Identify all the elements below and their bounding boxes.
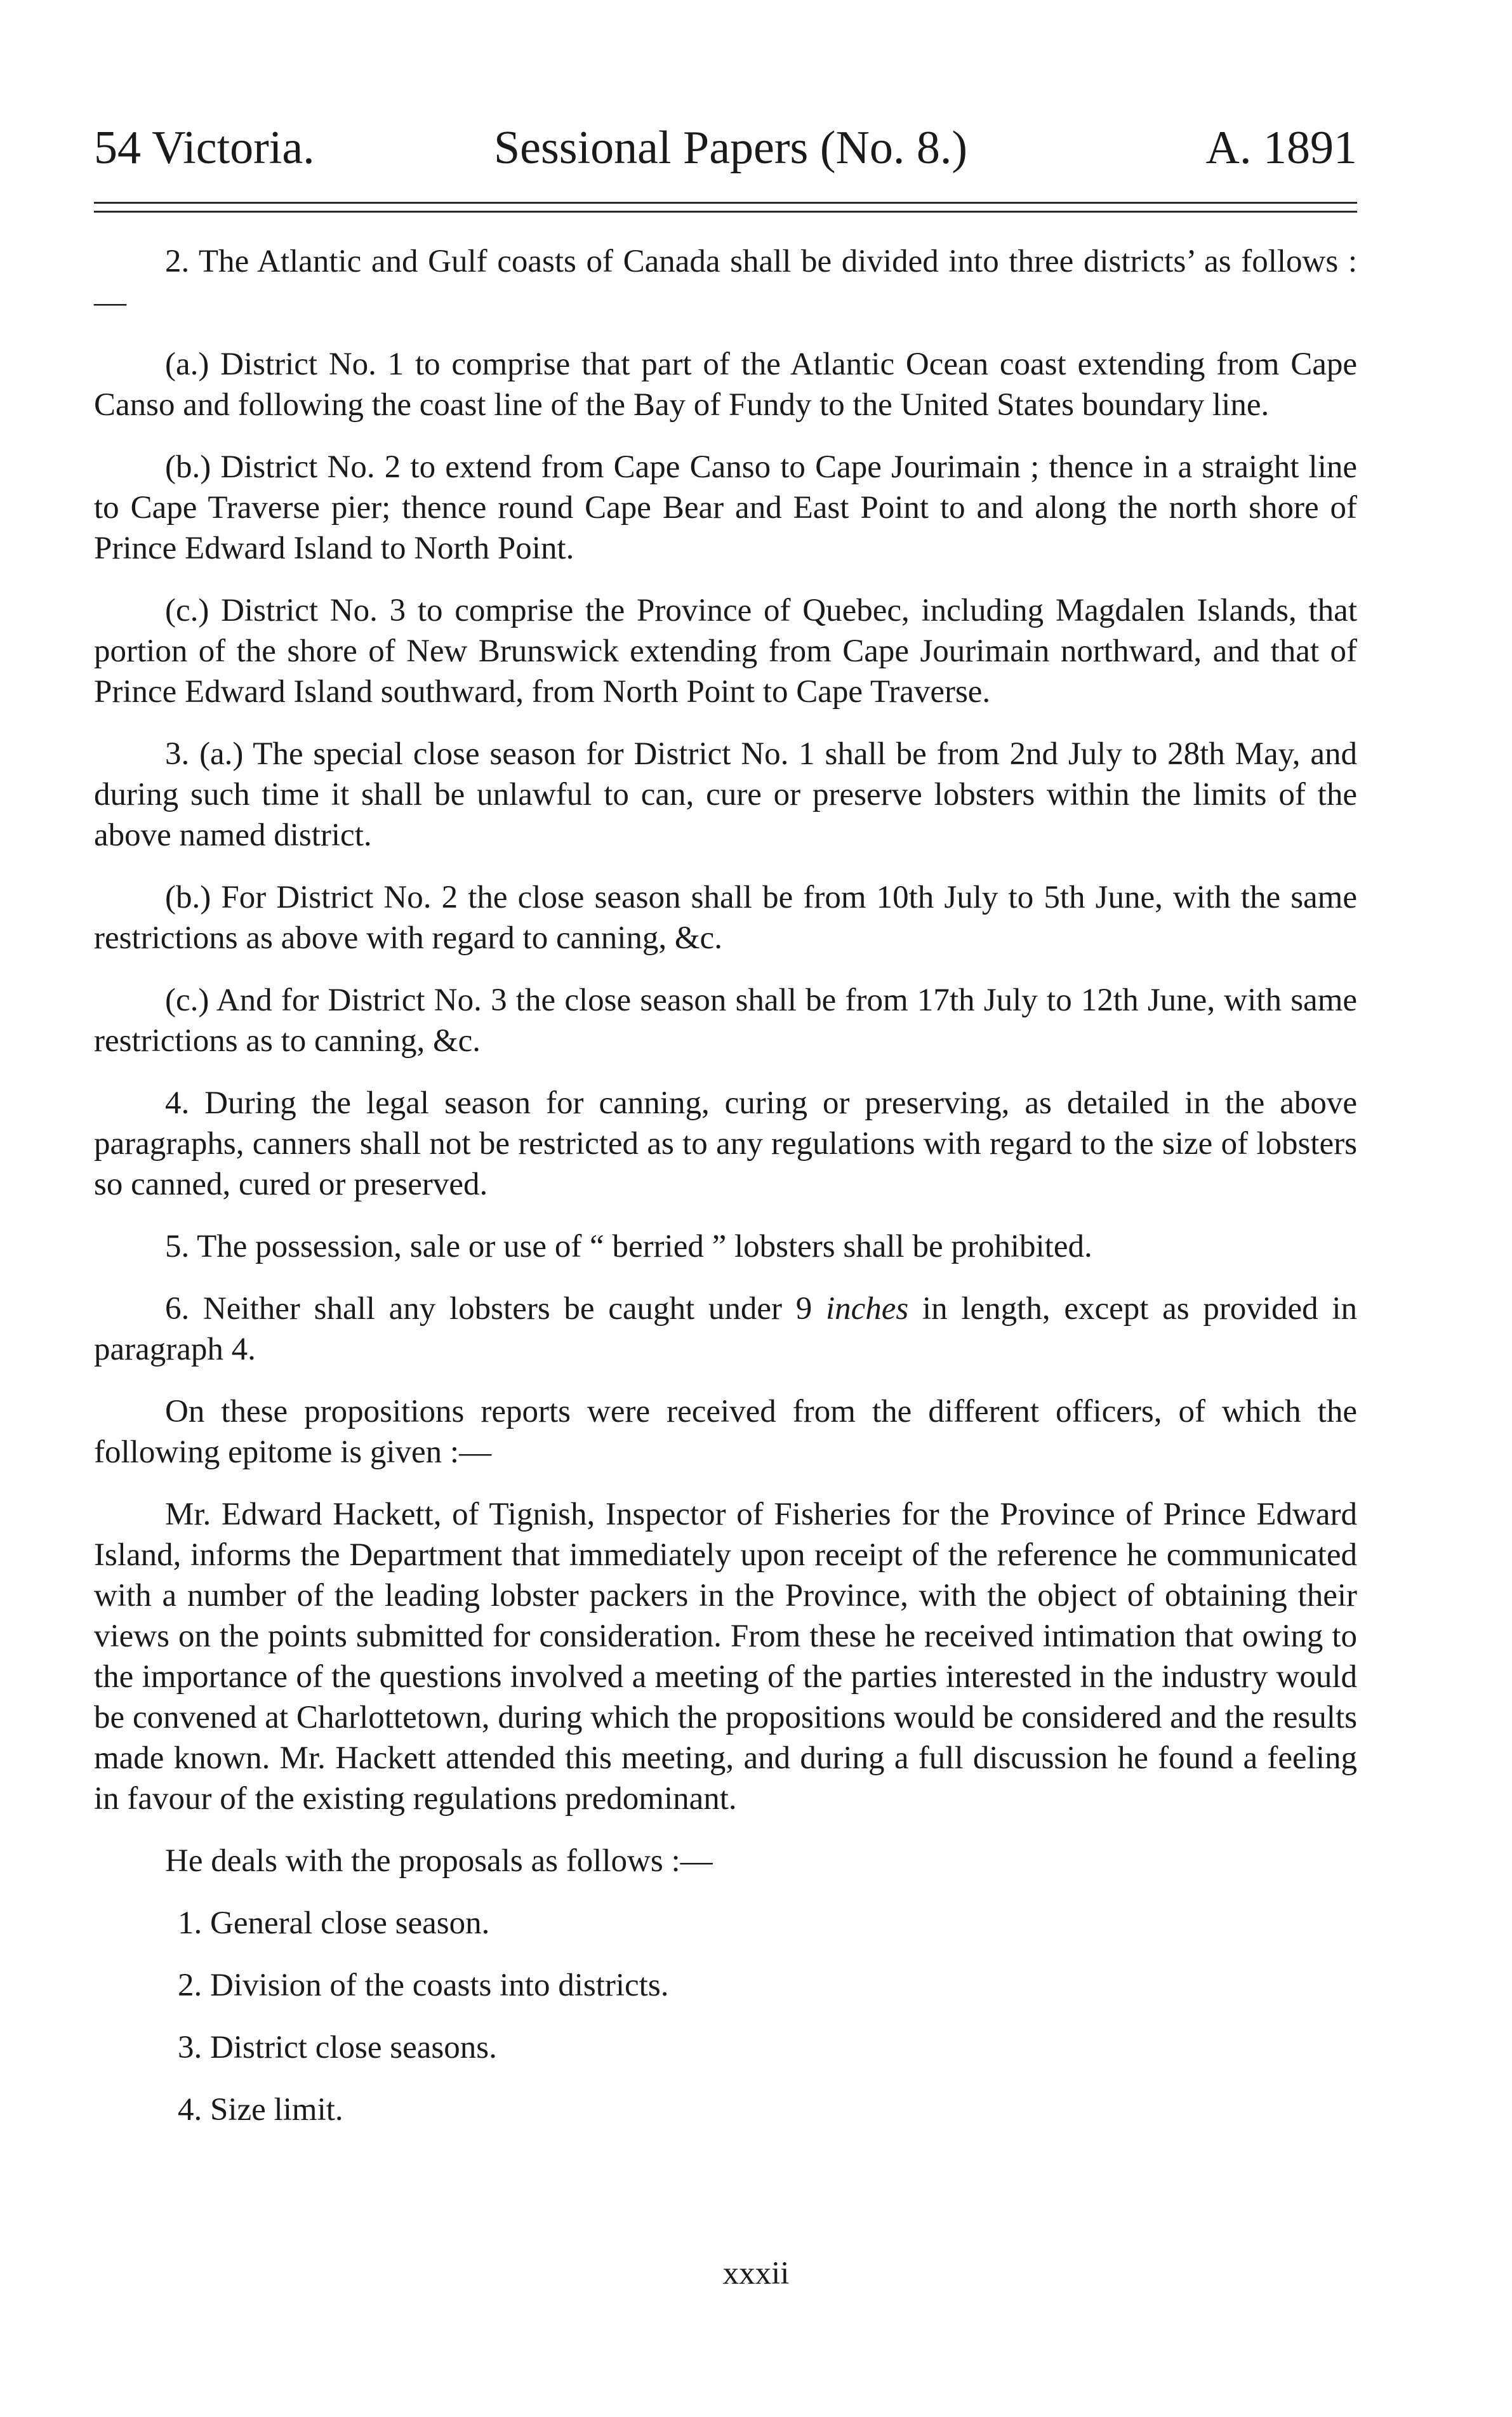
proposal-item: 1. General close season. — [178, 1905, 490, 1941]
paragraph-districts: 2. The Atlantic and Gulf coasts of Canada shall be divided into three districts’ as follows :— — [94, 244, 1357, 320]
proposal-item: 4. Size limit. — [178, 2092, 343, 2128]
paragraph-proposals-intro: He deals with the proposals as follows :— — [165, 1843, 713, 1879]
paragraph-close-season-3: (c.) And for District No. 3 the close season shall be from 17th July to 12th June, with same restrictions as to canning, &c. — [94, 983, 1357, 1059]
paragraph-hackett: Mr. Edward Hackett, of Tignish, Inspector of Fisheries for the Province of Prince Edward Island, informs the Department that immediately upon receipt of the reference he communicated with a number of the leading lobster packers in the Province, with the object of obtaining their views on the points submitted for consideration. From these he received intimation that owing to the importance of the questions involved a meeting of the parties interested in the industry would be convened at Charlottetown, during which the propositions would be considered and the results made known. Mr. Hackett attended this meeting, and during a full discussion he found a feeling in favour of the existing regulations predominant. — [94, 1497, 1357, 1817]
header-volume: 54 Victoria. — [94, 122, 315, 174]
header-year: A. 1891 — [1205, 122, 1357, 174]
proposal-item: 3. District close seasons. — [178, 2030, 497, 2065]
paragraph-district-1: (a.) District No. 1 to comprise that part of the Atlantic Ocean coast extending from Cape Canso and following the coast line of the Bay of Fundy to the United States boundary line. — [94, 347, 1357, 423]
size-limit-emphasis: inches — [825, 1291, 909, 1327]
page-folio: xxxii — [722, 2256, 790, 2291]
paragraph-legal-season: 4. During the legal season for canning, curing or preserving, as detailed in the above paragraphs, canners shall not be restricted as to any regulations with regard to the size of lobsters so canned, cured or preserved. — [94, 1085, 1357, 1202]
paragraph-close-season-2: (b.) For District No. 2 the close season shall be from 10th July to 5th June, with the same restrictions as above with regard to canning, &c. — [94, 880, 1357, 956]
paragraph-district-2: (b.) District No. 2 to extend from Cape Canso to Cape Jourimain ; thence in a straight line to Cape Traverse pier; thence round Cape Bear and East Point to and along the north shore of Prince Edward Island to North Point. — [94, 449, 1357, 566]
proposal-item: 2. Division of the coasts into districts. — [178, 1968, 669, 2003]
paragraph-berried: 5. The possession, sale or use of “ berried ” lobsters shall be prohibited. — [165, 1229, 1092, 1264]
paragraph-reports: On these propositions reports were received from the different officers, of which the following epitome is given :— — [94, 1394, 1357, 1470]
running-head — [94, 113, 1357, 183]
paragraph-district-3: (c.) District No. 3 to comprise the Province of Quebec, including Magdalen Islands, that portion of the shore of New Brunswick extending from Cape Jourimain northward, and that of Prince Edward Island southward, from North Point to Cape Traverse. — [94, 593, 1357, 710]
header-rule-bottom — [94, 211, 1357, 213]
size-limit-after: in length, except as provided in paragraph 4. — [94, 1291, 1357, 1367]
paragraph-size-limit — [94, 1288, 1357, 1370]
header-rule-top — [94, 202, 1357, 204]
header-title: Sessional Papers (No. 8.) — [494, 122, 968, 174]
paragraph-close-season-1: 3. (a.) The special close season for District No. 1 shall be from 2nd July to 28th May, and during such time it shall be unlawful to can, cure or preserve lobsters within the limits of the above named district. — [94, 736, 1357, 853]
size-limit-before: 6. Neither shall any lobsters be caught under 9 — [165, 1291, 826, 1327]
body-text — [94, 241, 1357, 2130]
